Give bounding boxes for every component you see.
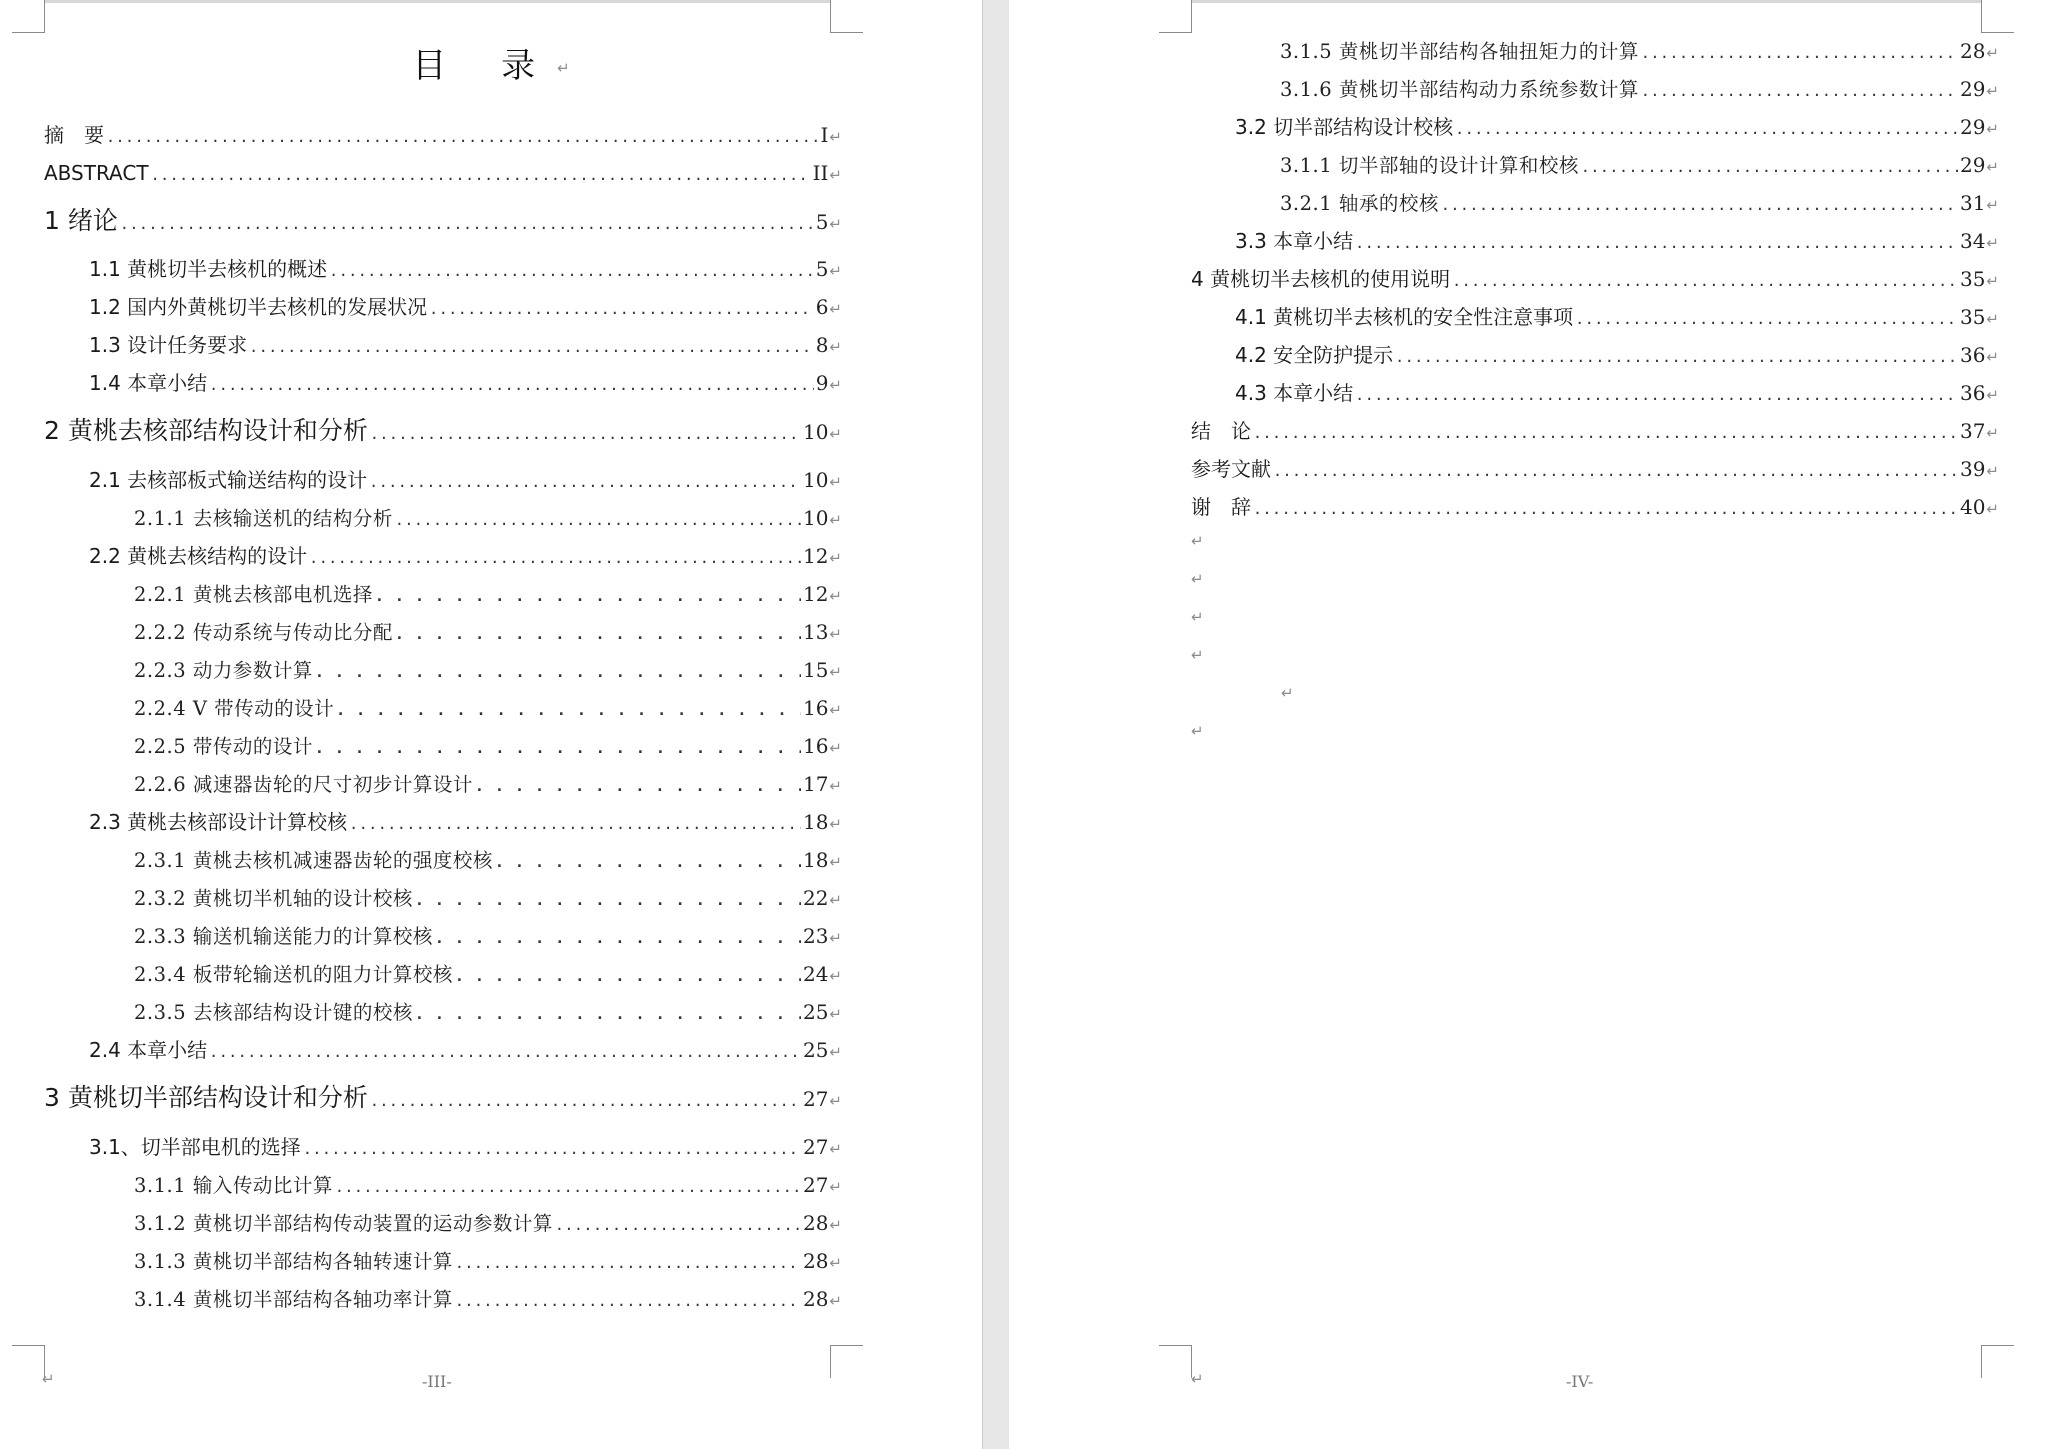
page-top-edge bbox=[1191, 0, 1981, 3]
toc-entry-page: 37 bbox=[1959, 419, 1986, 443]
toc-entry-page: 8 bbox=[815, 333, 829, 357]
toc-entry-page: 15 bbox=[802, 658, 829, 682]
toc-entry-title: 2.3 黄桃去核部设计计算校核 bbox=[89, 810, 348, 834]
toc-entry-title: 参考文献 bbox=[1191, 457, 1271, 481]
toc-entry-title: 3.1.5 黄桃切半部结构各轴扭矩力的计算 bbox=[1280, 40, 1639, 63]
toc-entry-page: 5 bbox=[815, 257, 829, 281]
toc-dot-leader bbox=[369, 465, 801, 499]
paragraph-mark-icon: ↵ bbox=[829, 1043, 842, 1061]
toc-entry-page: 29 bbox=[1959, 153, 1986, 177]
toc-entry-title: 2.2.1 黄桃去核部电机选择 bbox=[134, 583, 373, 606]
toc-dot-leader bbox=[1253, 416, 1958, 450]
crop-mark bbox=[1981, 0, 2014, 33]
toc-entry-page: 18 bbox=[802, 810, 829, 834]
toc-entry-title: 2.1 去核部板式输送结构的设计 bbox=[89, 468, 368, 492]
toc-entry[interactable] bbox=[1235, 300, 1999, 334]
toc-dot-leader bbox=[1253, 492, 1958, 526]
toc-dot-leader bbox=[315, 655, 801, 689]
toc-dot-leader bbox=[1641, 36, 1958, 70]
toc-entry-page: 16 bbox=[802, 734, 829, 758]
toc-entry[interactable] bbox=[89, 290, 842, 324]
toc-entry-title: 1.3 设计任务要求 bbox=[89, 333, 248, 357]
toc-entry-page: 28 bbox=[1959, 39, 1986, 63]
toc-entry[interactable] bbox=[1235, 224, 1999, 258]
paragraph-mark-icon: ↵ bbox=[829, 1092, 842, 1110]
toc-entry[interactable] bbox=[1235, 338, 1999, 372]
toc-dot-leader bbox=[209, 368, 814, 402]
toc-dot-leader bbox=[329, 254, 814, 288]
toc-entry-page: 24 bbox=[802, 962, 829, 986]
toc-dot-leader bbox=[455, 1284, 801, 1318]
toc-entry[interactable] bbox=[134, 653, 842, 687]
toc-entry-title: 2.2.3 动力参数计算 bbox=[134, 659, 313, 682]
page-number: -III- bbox=[422, 1372, 452, 1391]
paragraph-mark-icon: ↵ bbox=[829, 967, 842, 985]
toc-entry[interactable] bbox=[134, 615, 842, 649]
toc-entry-title: 3.1.2 黄桃切半部结构传动装置的运动参数计算 bbox=[134, 1212, 553, 1235]
toc-dot-leader bbox=[455, 959, 801, 993]
crop-mark bbox=[1981, 1345, 2014, 1378]
paragraph-mark-icon: ↵ bbox=[1986, 196, 1999, 214]
toc-entry[interactable] bbox=[1280, 72, 1999, 106]
toc-entry[interactable] bbox=[1191, 262, 1999, 296]
paragraph-mark-icon: ↵ bbox=[1986, 348, 1999, 366]
toc-entry-title: 1.2 国内外黄桃切半去核机的发展状况 bbox=[89, 295, 428, 319]
paragraph-mark-icon: ↵ bbox=[1986, 44, 1999, 62]
toc-entry[interactable] bbox=[134, 881, 842, 915]
toc-entry[interactable] bbox=[89, 328, 842, 362]
toc-entry-title: 4.2 安全防护提示 bbox=[1235, 343, 1394, 367]
toc-entry-page: 29 bbox=[1959, 77, 1986, 101]
toc-dot-leader bbox=[335, 1170, 801, 1204]
toc-entry-title: 2 黄桃去核部结构设计和分析 bbox=[44, 416, 368, 445]
toc-entry[interactable] bbox=[134, 1168, 842, 1202]
toc-dot-leader bbox=[1452, 264, 1958, 298]
toc-entry-page: 22 bbox=[802, 886, 829, 910]
toc-entry-title: 结 论 bbox=[1191, 419, 1251, 443]
toc-entry-page: I bbox=[820, 123, 829, 147]
toc-entry[interactable] bbox=[89, 463, 842, 497]
toc-entry-title: 3.1.6 黄桃切半部结构动力系统参数计算 bbox=[1280, 78, 1639, 101]
paragraph-mark-icon: ↵ bbox=[829, 511, 842, 529]
toc-entry-page: 40 bbox=[1959, 495, 1986, 519]
paragraph-mark-icon: ↵ bbox=[829, 425, 842, 443]
toc-entry-page: 36 bbox=[1959, 381, 1986, 405]
toc-entry[interactable] bbox=[44, 1081, 842, 1115]
toc-dot-leader bbox=[309, 541, 801, 575]
paragraph-mark-icon: ↵ bbox=[829, 166, 842, 184]
toc-entry[interactable] bbox=[89, 366, 842, 400]
paragraph-mark-icon: ↵ bbox=[829, 625, 842, 643]
toc-entry[interactable] bbox=[134, 1244, 842, 1278]
paragraph-mark-icon: ↵ bbox=[1281, 684, 1294, 702]
paragraph-mark-icon: ↵ bbox=[557, 59, 570, 77]
toc-entry-title: 4 黄桃切半去核机的使用说明 bbox=[1191, 267, 1451, 291]
toc-dot-leader bbox=[435, 921, 801, 955]
paragraph-mark-icon: ↵ bbox=[829, 262, 842, 280]
toc-dot-leader bbox=[1581, 150, 1958, 184]
toc-entry-page: 27 bbox=[802, 1087, 829, 1111]
paragraph-mark-icon: ↵ bbox=[1191, 608, 1204, 626]
toc-entry-title: 摘 要 bbox=[44, 123, 104, 147]
toc-dot-leader bbox=[120, 207, 814, 241]
paragraph-mark-icon: ↵ bbox=[829, 300, 842, 318]
toc-dot-leader bbox=[370, 417, 801, 451]
toc-entry-title: 3.1、切半部电机的选择 bbox=[89, 1135, 301, 1159]
page-gap bbox=[982, 0, 1010, 1449]
toc-entry-title: 3.3 本章小结 bbox=[1235, 229, 1354, 253]
toc-entry-page: 5 bbox=[815, 210, 829, 234]
toc-entry-title: 3.1.4 黄桃切半部结构各轴功率计算 bbox=[134, 1288, 453, 1311]
toc-dot-leader bbox=[315, 731, 801, 765]
toc-entry-title: 2.2.5 带传动的设计 bbox=[134, 735, 313, 758]
paragraph-mark-icon: ↵ bbox=[829, 929, 842, 947]
toc-dot-leader bbox=[1273, 454, 1958, 488]
toc-entry[interactable] bbox=[134, 501, 842, 535]
paragraph-mark-icon: ↵ bbox=[829, 663, 842, 681]
toc-entry[interactable] bbox=[1280, 148, 1999, 182]
toc-dot-leader bbox=[1355, 378, 1958, 412]
page-number: -IV- bbox=[1566, 1372, 1594, 1391]
toc-entry-page: 39 bbox=[1959, 457, 1986, 481]
toc-entry-title: 3.1.3 黄桃切半部结构各轴转速计算 bbox=[134, 1250, 453, 1273]
toc-entry-page: 10 bbox=[802, 506, 829, 530]
toc-entry[interactable] bbox=[1235, 110, 1999, 144]
paragraph-mark-icon: ↵ bbox=[829, 1254, 842, 1272]
toc-entry[interactable] bbox=[89, 252, 842, 286]
toc-entry-title: 1 绪论 bbox=[44, 206, 118, 235]
toc-entry-page: 23 bbox=[802, 924, 829, 948]
paragraph-mark-icon: ↵ bbox=[1986, 158, 1999, 176]
toc-entry-title: 2.3.3 输送机输送能力的计算校核 bbox=[134, 925, 433, 948]
paragraph-mark-icon: ↵ bbox=[829, 473, 842, 491]
paragraph-mark-icon: ↵ bbox=[829, 215, 842, 233]
toc-entry-page: 9 bbox=[815, 371, 829, 395]
toc-entry-page: 35 bbox=[1959, 267, 1986, 291]
toc-entry[interactable] bbox=[89, 539, 842, 573]
toc-entry[interactable] bbox=[134, 729, 842, 763]
toc-entry-title: 4.3 本章小结 bbox=[1235, 381, 1354, 405]
paragraph-mark-icon: ↵ bbox=[829, 587, 842, 605]
paragraph-mark-icon: ↵ bbox=[1191, 1370, 1204, 1388]
toc-entry-title: 1.1 黄桃切半去核机的概述 bbox=[89, 257, 328, 281]
toc-entry-title: 3.1.1 切半部轴的设计计算和校核 bbox=[1280, 154, 1579, 177]
toc-entry[interactable] bbox=[1191, 452, 1999, 486]
toc-entry-title: 2.2.2 传动系统与传动比分配 bbox=[134, 621, 393, 644]
paragraph-mark-icon: ↵ bbox=[1986, 310, 1999, 328]
toc-dot-leader bbox=[303, 1132, 801, 1166]
toc-entry-page: 36 bbox=[1959, 343, 1986, 367]
paragraph-mark-icon: ↵ bbox=[829, 1216, 842, 1234]
paragraph-mark-icon: ↵ bbox=[829, 701, 842, 719]
toc-entry-title: 3.2.1 轴承的校核 bbox=[1280, 192, 1439, 215]
toc-dot-leader bbox=[415, 997, 801, 1031]
crop-mark bbox=[1159, 0, 1192, 33]
toc-dot-leader bbox=[1455, 112, 1958, 146]
paragraph-mark-icon: ↵ bbox=[829, 376, 842, 394]
toc-dot-leader bbox=[475, 769, 801, 803]
toc-dot-leader bbox=[395, 617, 801, 651]
paragraph-mark-icon: ↵ bbox=[1986, 424, 1999, 442]
toc-entry-title: 2.2.4 V 带传动的设计 bbox=[134, 697, 335, 720]
toc-entry-page: 34 bbox=[1959, 229, 1986, 253]
toc-dot-leader bbox=[106, 120, 819, 154]
toc-entry-title: 2.2 黄桃去核结构的设计 bbox=[89, 544, 308, 568]
toc-entry-page: 35 bbox=[1959, 305, 1986, 329]
toc-entry[interactable] bbox=[44, 118, 842, 152]
toc-entry-page: 29 bbox=[1959, 115, 1986, 139]
toc-entry[interactable] bbox=[89, 805, 842, 839]
toc-entry-page: 28 bbox=[802, 1249, 829, 1273]
paragraph-mark-icon: ↵ bbox=[829, 777, 842, 795]
toc-entry-page: 25 bbox=[802, 1000, 829, 1024]
crop-mark bbox=[830, 0, 863, 33]
paragraph-mark-icon: ↵ bbox=[1986, 120, 1999, 138]
toc-entry-page: 17 bbox=[802, 772, 829, 796]
toc-entry-page: II bbox=[812, 161, 829, 185]
toc-dot-leader bbox=[370, 1084, 801, 1118]
toc-entry-page: 27 bbox=[802, 1135, 829, 1159]
toc-entry-page: 28 bbox=[802, 1287, 829, 1311]
toc-dot-leader bbox=[1395, 340, 1958, 374]
paragraph-mark-icon: ↵ bbox=[829, 549, 842, 567]
paragraph-mark-icon: ↵ bbox=[829, 1292, 842, 1310]
paragraph-mark-icon: ↵ bbox=[1191, 570, 1204, 588]
toc-entry-title: 2.3.1 黄桃去核机减速器齿轮的强度校核 bbox=[134, 849, 493, 872]
toc-entry-title: 3.2 切半部结构设计校核 bbox=[1235, 115, 1454, 139]
toc-dot-leader bbox=[375, 579, 801, 613]
toc-entry-title: 2.3.4 板带轮输送机的阻力计算校核 bbox=[134, 963, 453, 986]
toc-dot-leader bbox=[249, 330, 814, 364]
toc-page-left bbox=[0, 0, 982, 1449]
toc-entry[interactable] bbox=[134, 843, 842, 877]
toc-entry[interactable] bbox=[89, 1130, 842, 1164]
toc-dot-leader bbox=[151, 158, 811, 192]
crop-mark bbox=[12, 1345, 45, 1378]
paragraph-mark-icon: ↵ bbox=[829, 739, 842, 757]
toc-entry[interactable] bbox=[1191, 414, 1999, 448]
toc-entry[interactable] bbox=[134, 577, 842, 611]
toc-entry-page: 13 bbox=[802, 620, 829, 644]
toc-dot-leader bbox=[1641, 74, 1958, 108]
toc-entry-title: 3.1.1 输入传动比计算 bbox=[134, 1174, 333, 1197]
toc-entry-title: 2.2.6 减速器齿轮的尺寸初步计算设计 bbox=[134, 773, 473, 796]
toc-title: 目 录↵ bbox=[412, 46, 570, 86]
toc-entry[interactable] bbox=[134, 767, 842, 801]
paragraph-mark-icon: ↵ bbox=[1191, 532, 1204, 550]
paragraph-mark-icon: ↵ bbox=[1986, 272, 1999, 290]
crop-mark bbox=[1159, 1345, 1192, 1378]
toc-entry-page: 31 bbox=[1959, 191, 1986, 215]
toc-entry[interactable] bbox=[134, 691, 842, 725]
toc-entry[interactable] bbox=[1280, 186, 1999, 220]
paragraph-mark-icon: ↵ bbox=[1191, 722, 1204, 740]
toc-dot-leader bbox=[415, 883, 801, 917]
toc-dot-leader bbox=[209, 1035, 801, 1069]
toc-entry[interactable] bbox=[44, 414, 842, 448]
paragraph-mark-icon: ↵ bbox=[829, 338, 842, 356]
toc-entry[interactable] bbox=[134, 1206, 842, 1240]
toc-entry-title: ABSTRACT bbox=[44, 161, 149, 185]
toc-dot-leader bbox=[395, 503, 801, 537]
toc-entry-title: 2.3.5 去核部结构设计键的校核 bbox=[134, 1001, 413, 1024]
toc-entry-page: 10 bbox=[802, 420, 829, 444]
toc-dot-leader bbox=[1575, 302, 1958, 336]
toc-dot-leader bbox=[1441, 188, 1958, 222]
toc-dot-leader bbox=[1355, 226, 1958, 260]
toc-entry-title: 1.4 本章小结 bbox=[89, 371, 208, 395]
paragraph-mark-icon: ↵ bbox=[829, 853, 842, 871]
page-top-edge bbox=[44, 0, 830, 3]
paragraph-mark-icon: ↵ bbox=[1191, 646, 1204, 664]
toc-entry[interactable] bbox=[44, 156, 842, 190]
paragraph-mark-icon: ↵ bbox=[829, 128, 842, 146]
toc-dot-leader bbox=[429, 292, 814, 326]
paragraph-mark-icon: ↵ bbox=[1986, 462, 1999, 480]
toc-entry-page: 10 bbox=[802, 468, 829, 492]
paragraph-mark-icon: ↵ bbox=[1986, 234, 1999, 252]
paragraph-mark-icon: ↵ bbox=[829, 1140, 842, 1158]
toc-entry-page: 27 bbox=[802, 1173, 829, 1197]
toc-entry[interactable] bbox=[134, 995, 842, 1029]
toc-dot-leader bbox=[336, 693, 801, 727]
toc-dot-leader bbox=[495, 845, 801, 879]
toc-entry-page: 6 bbox=[815, 295, 829, 319]
toc-entry[interactable] bbox=[134, 1282, 842, 1316]
toc-entry-page: 12 bbox=[802, 544, 829, 568]
toc-dot-leader bbox=[349, 807, 801, 841]
paragraph-mark-icon: ↵ bbox=[829, 891, 842, 909]
toc-entry[interactable] bbox=[44, 204, 842, 238]
toc-entry[interactable] bbox=[1280, 34, 1999, 68]
paragraph-mark-icon: ↵ bbox=[1986, 386, 1999, 404]
toc-dot-leader bbox=[455, 1246, 801, 1280]
paragraph-mark-icon: ↵ bbox=[42, 1370, 55, 1388]
toc-entry-page: 18 bbox=[802, 848, 829, 872]
paragraph-mark-icon: ↵ bbox=[1986, 500, 1999, 518]
toc-entry-title: 4.1 黄桃切半去核机的安全性注意事项 bbox=[1235, 305, 1574, 329]
toc-page-right bbox=[1009, 0, 2056, 1449]
toc-entry-page: 12 bbox=[802, 582, 829, 606]
toc-entry[interactable] bbox=[134, 957, 842, 991]
toc-entry-title: 3 黄桃切半部结构设计和分析 bbox=[44, 1083, 368, 1112]
toc-entry-title: 2.4 本章小结 bbox=[89, 1038, 208, 1062]
toc-entry-page: 16 bbox=[802, 696, 829, 720]
toc-entry[interactable] bbox=[1235, 376, 1999, 410]
paragraph-mark-icon: ↵ bbox=[829, 1178, 842, 1196]
crop-mark bbox=[830, 1345, 863, 1378]
toc-entry-page: 25 bbox=[802, 1038, 829, 1062]
toc-entry[interactable] bbox=[1191, 490, 1999, 524]
toc-entry-title: 谢 辞 bbox=[1191, 495, 1251, 519]
toc-entry-title: 2.3.2 黄桃切半机轴的设计校核 bbox=[134, 887, 413, 910]
crop-mark bbox=[12, 0, 45, 33]
toc-dot-leader bbox=[555, 1208, 801, 1242]
toc-entry[interactable] bbox=[89, 1033, 842, 1067]
toc-entry-title: 2.1.1 去核输送机的结构分析 bbox=[134, 507, 393, 530]
paragraph-mark-icon: ↵ bbox=[1986, 82, 1999, 100]
toc-entry-page: 28 bbox=[802, 1211, 829, 1235]
paragraph-mark-icon: ↵ bbox=[829, 1005, 842, 1023]
paragraph-mark-icon: ↵ bbox=[829, 815, 842, 833]
toc-entry[interactable] bbox=[134, 919, 842, 953]
